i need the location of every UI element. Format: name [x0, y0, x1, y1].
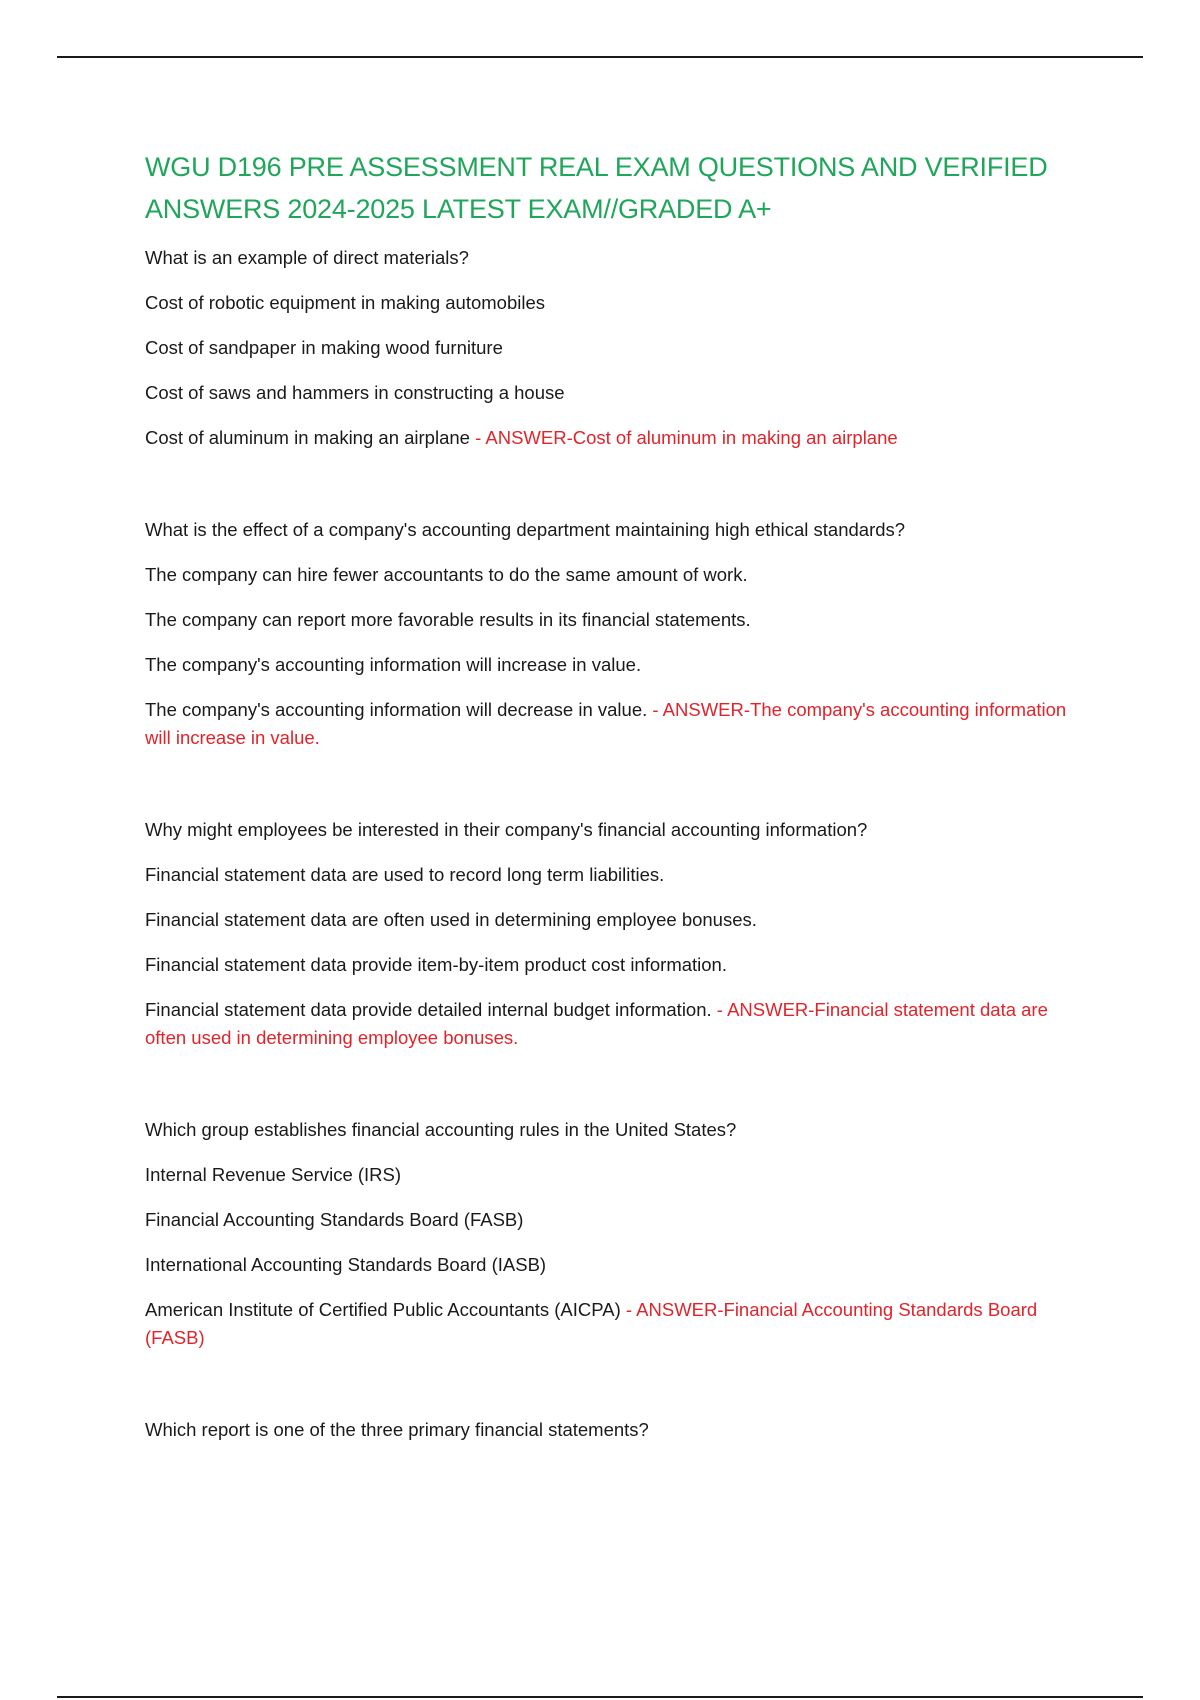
- question-text: Which group establishes financial accounting rules in the United States?: [145, 1119, 737, 1140]
- answer-option-with-answer: [145, 996, 1080, 1052]
- question-block: [145, 244, 1080, 452]
- document-body: [145, 146, 1080, 1508]
- answer-option: The company can report more favorable results in its financial statements.: [145, 609, 751, 630]
- answer-option: The company's accounting information will increase in value.: [145, 654, 642, 675]
- question-block: [145, 1416, 1080, 1444]
- answer-option: Cost of sandpaper in making wood furniture: [145, 337, 503, 358]
- correct-answer: - ANSWER-Cost of aluminum in making an airplane: [469, 427, 898, 448]
- question-block: [145, 1116, 1080, 1352]
- answer-option: Cost of robotic equipment in making automobiles: [145, 292, 546, 313]
- question-block: [145, 816, 1080, 1052]
- question-block: [145, 516, 1080, 752]
- document-title: WGU D196 PRE ASSESSMENT REAL EXAM QUESTIONS AND VERIFIED ANSWERS 2024-2025 LATEST EXAM//GRADED A+: [145, 152, 1048, 224]
- answer-option: Financial statement data provide detailed internal budget information.: [145, 999, 712, 1020]
- answer-option: Financial statement data provide item-by-item product cost information.: [145, 954, 727, 975]
- correct-answer: - ANSWER-Financial Accounting Standards Board (FASB): [145, 1299, 1038, 1348]
- answer-option: American Institute of Certified Public Accountants (AICPA): [145, 1299, 621, 1320]
- answer-option-with-answer: [145, 1296, 1080, 1352]
- answer-option: Internal Revenue Service (IRS): [145, 1164, 402, 1185]
- question-text: Which report is one of the three primary financial statements?: [145, 1419, 649, 1440]
- question-text: What is an example of direct materials?: [145, 247, 469, 268]
- answer-option: Financial statement data are used to record long term liabilities.: [145, 864, 665, 885]
- answer-option: Financial Accounting Standards Board (FASB): [145, 1209, 524, 1230]
- answer-option-with-answer: [145, 424, 1080, 452]
- top-rule: [57, 56, 1143, 58]
- answer-option: The company's accounting information will decrease in value.: [145, 699, 648, 720]
- answer-option: Cost of saws and hammers in constructing a house: [145, 382, 565, 403]
- correct-answer: - ANSWER-The company's accounting information will increase in value.: [145, 699, 1067, 748]
- correct-answer: - ANSWER-Financial statement data are often used in determining employee bonuses.: [145, 999, 1048, 1048]
- answer-option-with-answer: [145, 696, 1080, 752]
- question-text: What is the effect of a company's accounting department maintaining high ethical standards?: [145, 519, 906, 540]
- answer-option: The company can hire fewer accountants to do the same amount of work.: [145, 564, 748, 585]
- answer-option: Financial statement data are often used in determining employee bonuses.: [145, 909, 757, 930]
- answer-option: International Accounting Standards Board (IASB): [145, 1254, 547, 1275]
- answer-option: Cost of aluminum in making an airplane: [145, 427, 470, 448]
- bottom-rule: [57, 1696, 1143, 1698]
- question-text: Why might employees be interested in their company's financial accounting information?: [145, 819, 868, 840]
